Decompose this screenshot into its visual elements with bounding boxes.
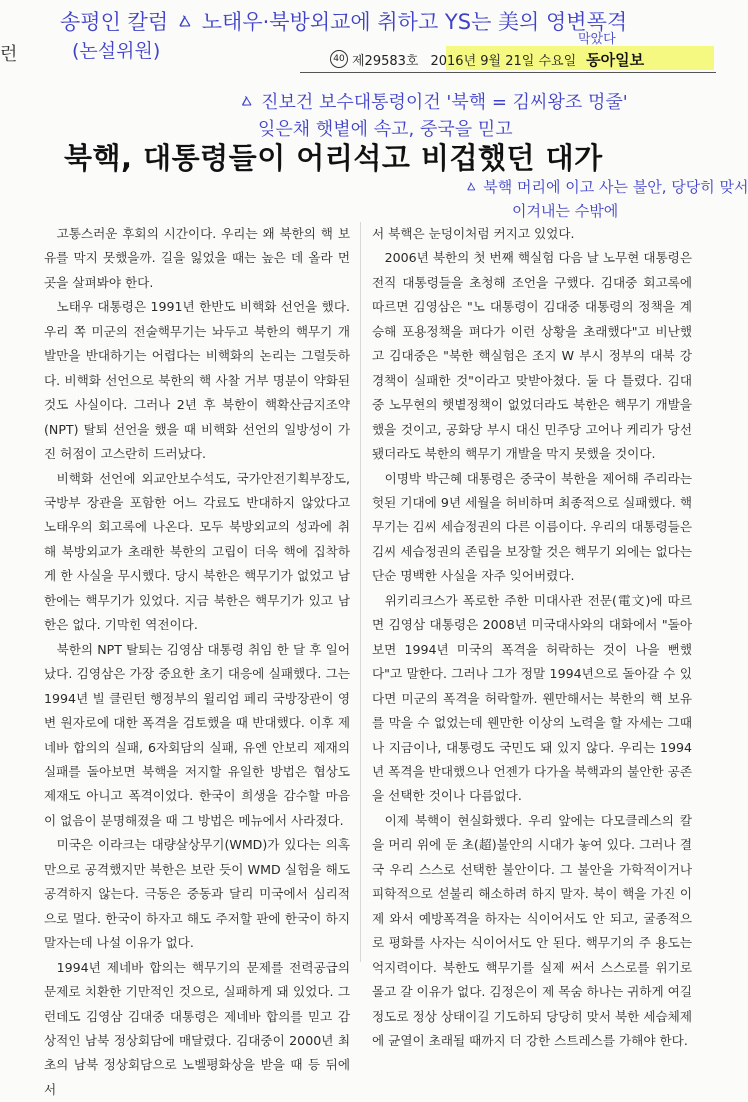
paragraph: 고통스러운 후회의 시간이다. 우리는 왜 북한의 핵 보유를 막지 못했을까. 길을 잃었을 때는 높은 데 올라 먼 곳을 살펴봐야 한다. xyxy=(44,226,350,290)
paragraph-continuation: 서 북핵은 눈덩이처럼 커지고 있었다. xyxy=(372,226,575,241)
page-edge-glyph: 런 xyxy=(0,44,18,65)
paragraph: 북한의 NPT 탈퇴는 김영삼 대통령 취임 한 달 후 일어났다. 김영삼은 가장 중요한 초기 대응에 실패했다. 그는 1994년 빌 클린턴 행정부의 윌리엄 페리 국방장관이 영변 원자로에 대한 폭격을 검토했을 때 반대했다. 이후 제네바 합의의 실패, 6자회담의 실패, 유엔 안보리 제재의 실패를 돌아보면 북핵을 저지할 유일한 방법은 협상도 제재도 아니고 폭격이었다. 한국이 희생을 감수할 마음이 없음이 분명해졌을 때 그 방법은 메뉴에서 사라졌다. xyxy=(44,641,350,828)
handwritten-note-4: 이겨내는 수밖에 xyxy=(512,202,619,220)
masthead xyxy=(330,48,712,70)
article-column-left xyxy=(44,222,350,1102)
article-column-right xyxy=(372,222,692,1053)
handwritten-note-date-mark: 막았다 xyxy=(578,32,616,47)
paragraph: 미국은 이라크는 대량살상무기(WMD)가 있다는 의혹만으로 공격했지만 북한은 보란 듯이 WMD 실험을 해도 공격하지 않는다. 극동은 중동과 달리 미국에서 심리적으로 멀다. 한국이 하자고 해도 주저할 판에 한국이 하지 말자는데 나설 이유가 없다. xyxy=(44,837,350,951)
article-headline: 북핵, 대통령들이 어리석고 비겁했던 대가 xyxy=(64,141,603,175)
handwritten-note-title: 송평인 칼럼 ㅿ 노태우·북방외교에 취하고 YS는 美의 영변폭격 xyxy=(60,10,628,34)
paragraph: 2006년 북한의 첫 번째 핵실험 다음 날 노무현 대통령은 전직 대통령들을 초청해 조언을 구했다. 김대중 회고록에 따르면 김영삼은 "노 대통령이 김대중 대통령의 정책을 계승해 포용정책을 펴다가 이런 상황을 초래했다"고 비난했고 김대중은 "북한 핵실험은 조지 W 부시 정부의 대북 강경책이 실패한 것"이라고 맞받아쳤다. 둘 다 틀렸다. 김대중 노무현의 햇볕정책이 없었더라도 북한은 핵무기 개발을 했을 것이고, 공화당 부시 대신 민주당 고어나 케리가 당선됐더라도 북한의 핵무기 개발을 막지 못했을 것이다. xyxy=(372,250,692,462)
issue-number: 제29583호 xyxy=(352,53,419,69)
newspaper-logo: 동아일보 xyxy=(586,50,645,69)
page-number: 40 xyxy=(330,50,348,68)
handwritten-note-author: (논설위원) xyxy=(72,40,161,62)
paragraph: 노태우 대통령은 1991년 한반도 비핵화 선언을 했다. 우리 쪽 미군의 전술핵무기는 놔두고 북한의 핵무기 개발만을 반대하기는 어렵다는 비핵화의 논리는 그럴듯하다. 비핵화 선언으로 북한의 핵 사찰 거부 명분이 약화된 것도 사실이다. 그러나 2년 후 북한이 핵확산금지조약(NPT) 탈퇴 선언을 했을 때 비핵화 선언의 일방성이 가진 허점이 고스란히 드러났다. xyxy=(44,299,350,462)
handwritten-note-3: ㅿ 북핵 머리에 이고 사는 불안, 당당히 맞서 xyxy=(464,178,748,196)
column-divider xyxy=(360,222,361,962)
paragraph: 위키리크스가 폭로한 주한 미대사관 전문(電文)에 따르면 김영삼 대통령은 2008년 미국대사와의 대화에서 "돌아보면 1994년 미국의 폭격을 허락하는 것이 나을 뻔했다"고 말한다. 그러나 그가 정말 1994년으로 돌아갈 수 있다면 미군의 폭격을 허락할까. 웬만해서는 북한의 핵 보유를 막을 수 없었는데 웬만한 이상의 노력을 할 자세는 그때나 지금이나, 대통령도 국민도 돼 있지 않다. 우리는 1994년 폭격을 반대했으나 언젠가 다가올 북핵과의 불안한 공존을 선택한 것이나 다름없다. xyxy=(372,592,692,804)
paragraph: 1994년 제네바 합의는 핵무기의 문제를 전력공급의 문제로 치환한 기만적인 것으로, 실패하게 돼 있었다. 그런데도 김영삼 김대중 대통령은 제네바 합의를 믿고 감상적인 남북 정상회담에 매달렸다. 김대중이 2000년 최초의 남북 정상회담으로 노벨평화상을 받을 때 등 뒤에서 xyxy=(44,959,350,1097)
masthead-rule xyxy=(300,72,716,73)
paragraph: 이명박 박근혜 대통령은 중국이 북한을 제어해 주리라는 헛된 기대에 9년 세월을 허비하며 최종적으로 실패했다. 핵무기는 김씨 세습정권의 다른 이름이다. 우리의 대통령들은 김씨 세습정권의 존립을 보장할 것은 핵무기 외에는 없다는 단순 명백한 사실을 자주 잊어버렸다. xyxy=(372,470,692,584)
paragraph: 이제 북핵이 현실화했다. 우리 앞에는 다모클레스의 칼을 머리 위에 둔 초(超)불안의 시대가 놓여 있다. 그러나 결국 우리 스스로 선택한 불안이다. 그 불안을 가학적이거나 피학적으로 섣불리 해소하려 하지 말자. 북이 핵을 가진 이제 와서 예방폭격을 하자는 식이어서도 안 되고, 굴종적으로 평화를 사자는 식이어서도 안 된다. 핵무기의 주 용도는 억지력이다. 북한도 핵무기를 실제 써서 스스로를 위기로 몰고 갈 이유가 없다. 김정은이 제 목숨 하나는 귀하게 여길 정도로 정상 상태이길 기도하되 당당히 맞서 북한 세습체제에 균열이 초래될 때까지 더 강한 스트레스를 가해야 한다. xyxy=(372,812,692,1048)
paragraph: 비핵화 선언에 외교안보수석도, 국가안전기획부장도, 국방부 장관을 포함한 어느 각료도 반대하지 않았다고 노태우의 회고록에 나온다. 모두 북방외교의 성과에 취해 북방외교가 초래한 북한의 고립이 더욱 핵에 집착하게 한 사실을 무시했다. 당시 북한은 핵무기가 없었고 남한에는 핵무기가 있었다. 지금 북한은 핵무기가 있고 남한은 없다. 기막힌 역전이다. xyxy=(44,470,350,633)
handwritten-note-2: 잊은채 햇볕에 속고, 중국을 믿고 xyxy=(258,119,513,140)
handwritten-note-1: ㅿ 진보건 보수대통령이건 '북핵 = 김씨왕조 멍줄' xyxy=(238,92,628,113)
publication-date: 2016년 9월 21일 수요일 xyxy=(430,53,577,69)
